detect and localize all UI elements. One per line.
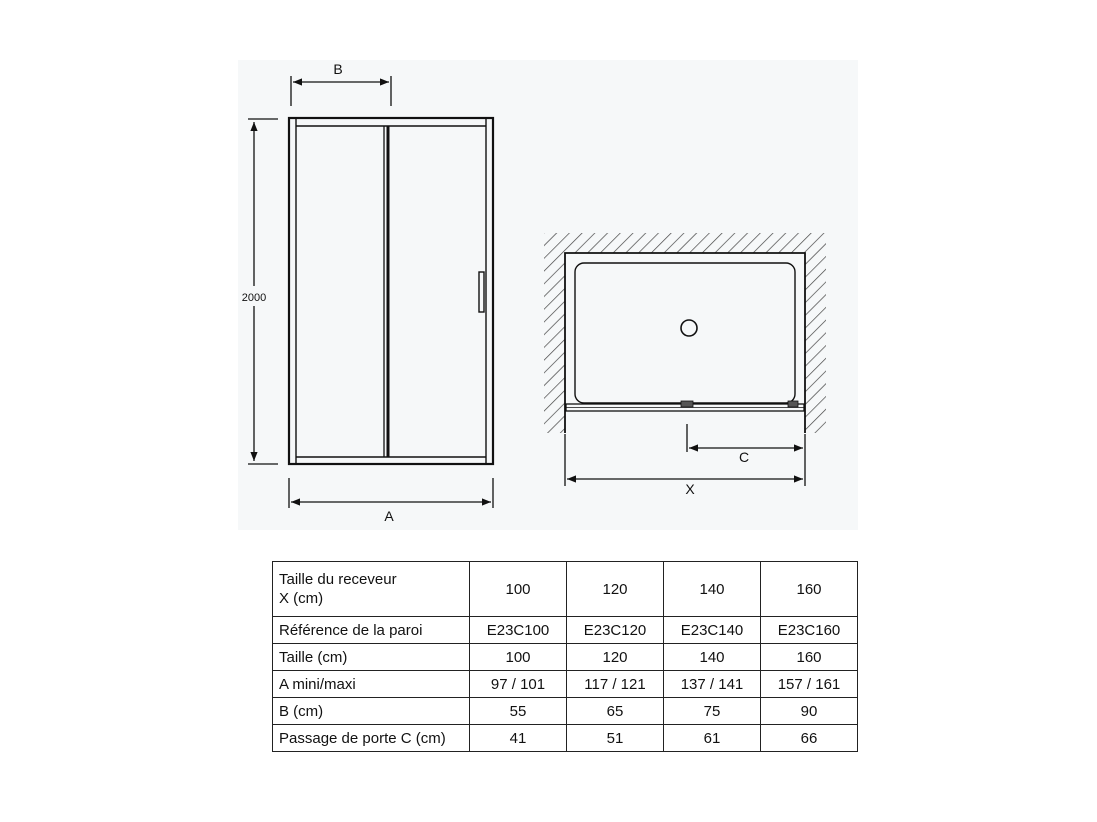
table-row [273, 644, 858, 671]
header-label [273, 562, 470, 617]
header-cell: 100 [470, 562, 567, 617]
label-b: B [333, 61, 343, 77]
table-cell: 90 [761, 698, 858, 725]
table-cell: E23C100 [470, 617, 567, 644]
table-cell: 51 [567, 725, 664, 752]
dimension-a [289, 478, 493, 524]
table-row [273, 698, 858, 725]
specification-table [272, 561, 858, 752]
drain-icon [681, 320, 697, 336]
dimension-height [239, 119, 278, 464]
table-cell: E23C140 [664, 617, 761, 644]
row-label: Passage de porte C (cm) [273, 725, 470, 752]
header-label-line2: X (cm) [279, 590, 324, 607]
table-cell: 41 [470, 725, 567, 752]
shower-door-frame [289, 118, 493, 464]
table-cell: 100 [470, 644, 567, 671]
row-label: A mini/maxi [273, 671, 470, 698]
label-c: C [738, 449, 750, 465]
table-header-row [273, 562, 858, 617]
table-row [273, 725, 858, 752]
front-elevation [239, 61, 493, 524]
label-a: A [384, 508, 394, 524]
table-cell: E23C120 [567, 617, 664, 644]
door-handle [479, 272, 484, 312]
row-label: B (cm) [273, 698, 470, 725]
header-cell: 140 [664, 562, 761, 617]
table-cell: 117 / 121 [567, 671, 664, 698]
table-cell: 157 / 161 [761, 671, 858, 698]
dimension-x [565, 434, 805, 497]
table-cell: 137 / 141 [664, 671, 761, 698]
table-cell: 65 [567, 698, 664, 725]
table-cell: 160 [761, 644, 858, 671]
dimension-c [687, 424, 803, 465]
table-cell: 66 [761, 725, 858, 752]
table-cell: E23C160 [761, 617, 858, 644]
plan-view [544, 233, 826, 497]
table-cell: 140 [664, 644, 761, 671]
table-row [273, 671, 858, 698]
header-cell: 120 [567, 562, 664, 617]
table-cell: 75 [664, 698, 761, 725]
label-x: X [685, 481, 695, 497]
header-cell: 160 [761, 562, 858, 617]
table-cell: 61 [664, 725, 761, 752]
table-row [273, 617, 858, 644]
header-label-line1: Taille du receveur [279, 571, 397, 588]
table-cell: 120 [567, 644, 664, 671]
table-cell: 55 [470, 698, 567, 725]
shower-tray [575, 263, 795, 403]
label-height: 2000 [241, 292, 267, 304]
row-label: Référence de la paroi [273, 617, 470, 644]
table-cell: 97 / 101 [470, 671, 567, 698]
row-label: Taille (cm) [273, 644, 470, 671]
dimension-b [291, 61, 391, 106]
